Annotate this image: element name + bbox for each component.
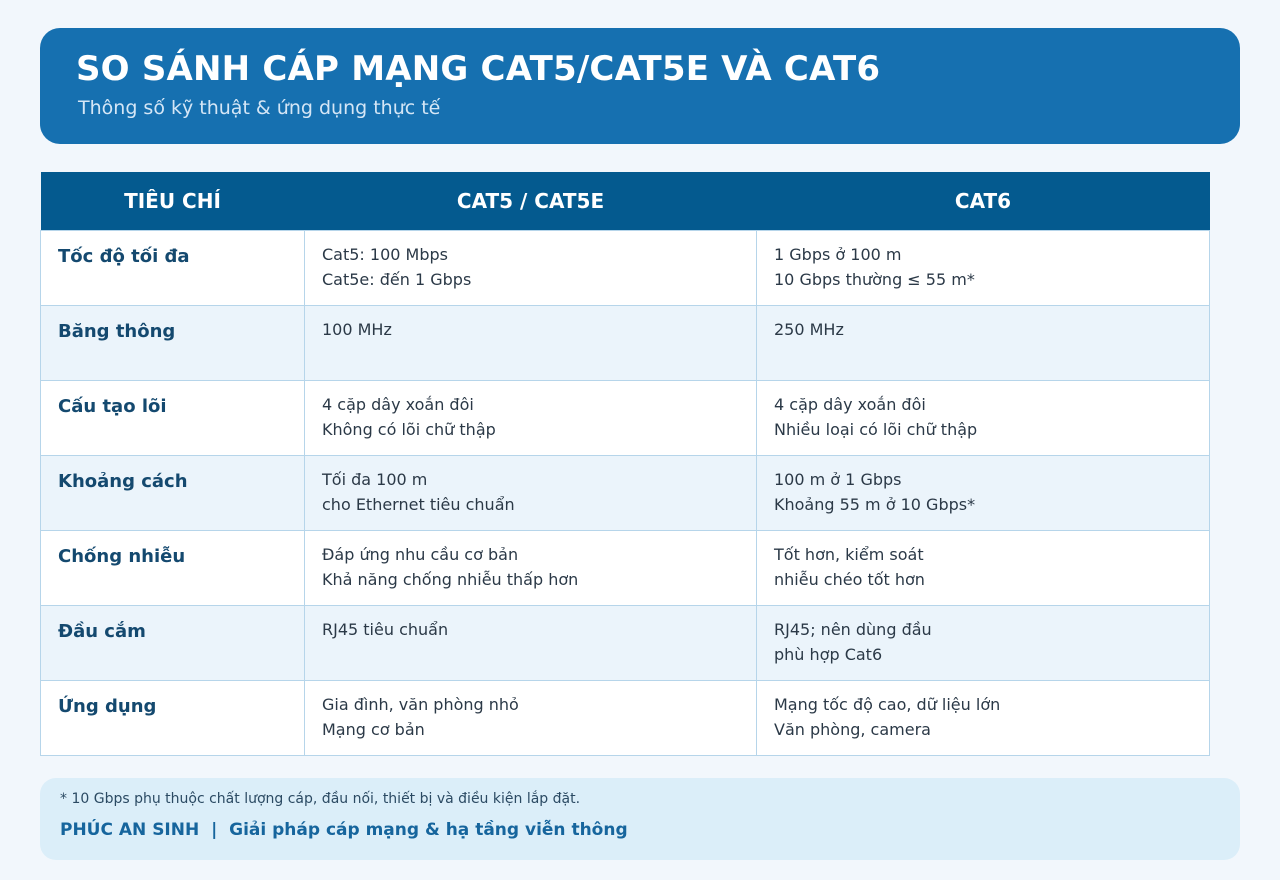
cat6-cell-line: Khoảng 55 m ở 10 Gbps* bbox=[774, 495, 976, 514]
criterion-cell: Đầu cắm bbox=[41, 606, 305, 681]
table-row bbox=[41, 606, 1210, 681]
cat5-cell-line: 4 cặp dây xoắn đôi bbox=[322, 395, 474, 414]
cat6-cell-line: Tốt hơn, kiểm soát bbox=[774, 545, 924, 564]
criterion-cell: Băng thông bbox=[41, 306, 305, 381]
table-row bbox=[41, 681, 1210, 756]
cat5-cell-line: Cat5e: đến 1 Gbps bbox=[322, 270, 472, 289]
cat5-cell-line: Khả năng chống nhiễu thấp hơn bbox=[322, 570, 579, 589]
cat6-cell bbox=[757, 306, 1210, 381]
cat5-cell-line: Gia đình, văn phòng nhỏ bbox=[322, 695, 519, 714]
footnote: * 10 Gbps phụ thuộc chất lượng cáp, đầu nối, thiết bị và điều kiện lắp đặt. bbox=[60, 791, 581, 807]
table-row bbox=[41, 456, 1210, 531]
criterion-cell: Khoảng cách bbox=[41, 456, 305, 531]
cat5-cell bbox=[305, 531, 757, 606]
page-title: SO SÁNH CÁP MẠNG CAT5/CAT5E VÀ CAT6 bbox=[76, 49, 881, 89]
brand-line bbox=[60, 819, 1220, 841]
table-row bbox=[41, 231, 1210, 306]
table-header-row bbox=[41, 172, 1210, 231]
cat6-cell-line: 1 Gbps ở 100 m bbox=[774, 245, 902, 264]
cat5-cell-line: 100 MHz bbox=[322, 320, 392, 339]
comparison-table bbox=[40, 172, 1210, 756]
criterion-cell: Cấu tạo lõi bbox=[41, 381, 305, 456]
cat5-cell-line: Mạng cơ bản bbox=[322, 720, 425, 739]
cat6-cell bbox=[757, 531, 1210, 606]
criterion-cell: Ứng dụng bbox=[41, 681, 305, 756]
cat6-cell-line: Nhiều loại có lõi chữ thập bbox=[774, 420, 978, 439]
page-subtitle: Thông số kỹ thuật & ứng dụng thực tế bbox=[78, 97, 441, 119]
cat5-cell bbox=[305, 456, 757, 531]
cat6-cell-line: nhiễu chéo tốt hơn bbox=[774, 570, 925, 589]
cat5-cell bbox=[305, 231, 757, 306]
cat6-cell-line: 10 Gbps thường ≤ 55 m* bbox=[774, 270, 975, 289]
cat6-cell bbox=[757, 606, 1210, 681]
cat5-cell bbox=[305, 681, 757, 756]
cat6-cell-line: phù hợp Cat6 bbox=[774, 645, 883, 664]
table-row bbox=[41, 381, 1210, 456]
cat6-cell-line: Văn phòng, camera bbox=[774, 720, 931, 739]
criterion-cell: Tốc độ tối đa bbox=[41, 231, 305, 306]
criterion-cell: Chống nhiễu bbox=[41, 531, 305, 606]
cat6-cell-line: Mạng tốc độ cao, dữ liệu lớn bbox=[774, 695, 1001, 714]
cat6-cell-line: 100 m ở 1 Gbps bbox=[774, 470, 902, 489]
cat5-cell bbox=[305, 381, 757, 456]
footer-panel bbox=[40, 778, 1240, 860]
column-header-cat5: CAT5 / CAT5E bbox=[305, 172, 757, 231]
cat6-cell bbox=[757, 681, 1210, 756]
cat6-cell-line: 250 MHz bbox=[774, 320, 844, 339]
cat5-cell-line: cho Ethernet tiêu chuẩn bbox=[322, 495, 515, 514]
cat5-cell-line: Cat5: 100 Mbps bbox=[322, 245, 448, 264]
cat5-cell-line: Đáp ứng nhu cầu cơ bản bbox=[322, 545, 519, 564]
cat6-cell-line: RJ45; nên dùng đầu bbox=[774, 620, 932, 639]
cat5-cell bbox=[305, 606, 757, 681]
column-header-criteria: TIÊU CHÍ bbox=[41, 172, 305, 231]
column-header-cat6: CAT6 bbox=[757, 172, 1210, 231]
brand-tagline: Giải pháp cáp mạng & hạ tầng viễn thông bbox=[229, 820, 628, 840]
cat5-cell-line: RJ45 tiêu chuẩn bbox=[322, 620, 449, 639]
cat5-cell-line: Tối đa 100 m bbox=[322, 470, 428, 489]
cat6-cell bbox=[757, 456, 1210, 531]
cat6-cell bbox=[757, 381, 1210, 456]
title-banner bbox=[40, 28, 1240, 144]
table-row bbox=[41, 306, 1210, 381]
cat6-cell bbox=[757, 231, 1210, 306]
table-row bbox=[41, 531, 1210, 606]
cat6-cell-line: 4 cặp dây xoắn đôi bbox=[774, 395, 926, 414]
brand-name: PHÚC AN SINH bbox=[60, 820, 200, 840]
cat5-cell bbox=[305, 306, 757, 381]
brand-separator: | bbox=[211, 820, 218, 840]
cat5-cell-line: Không có lõi chữ thập bbox=[322, 420, 496, 439]
